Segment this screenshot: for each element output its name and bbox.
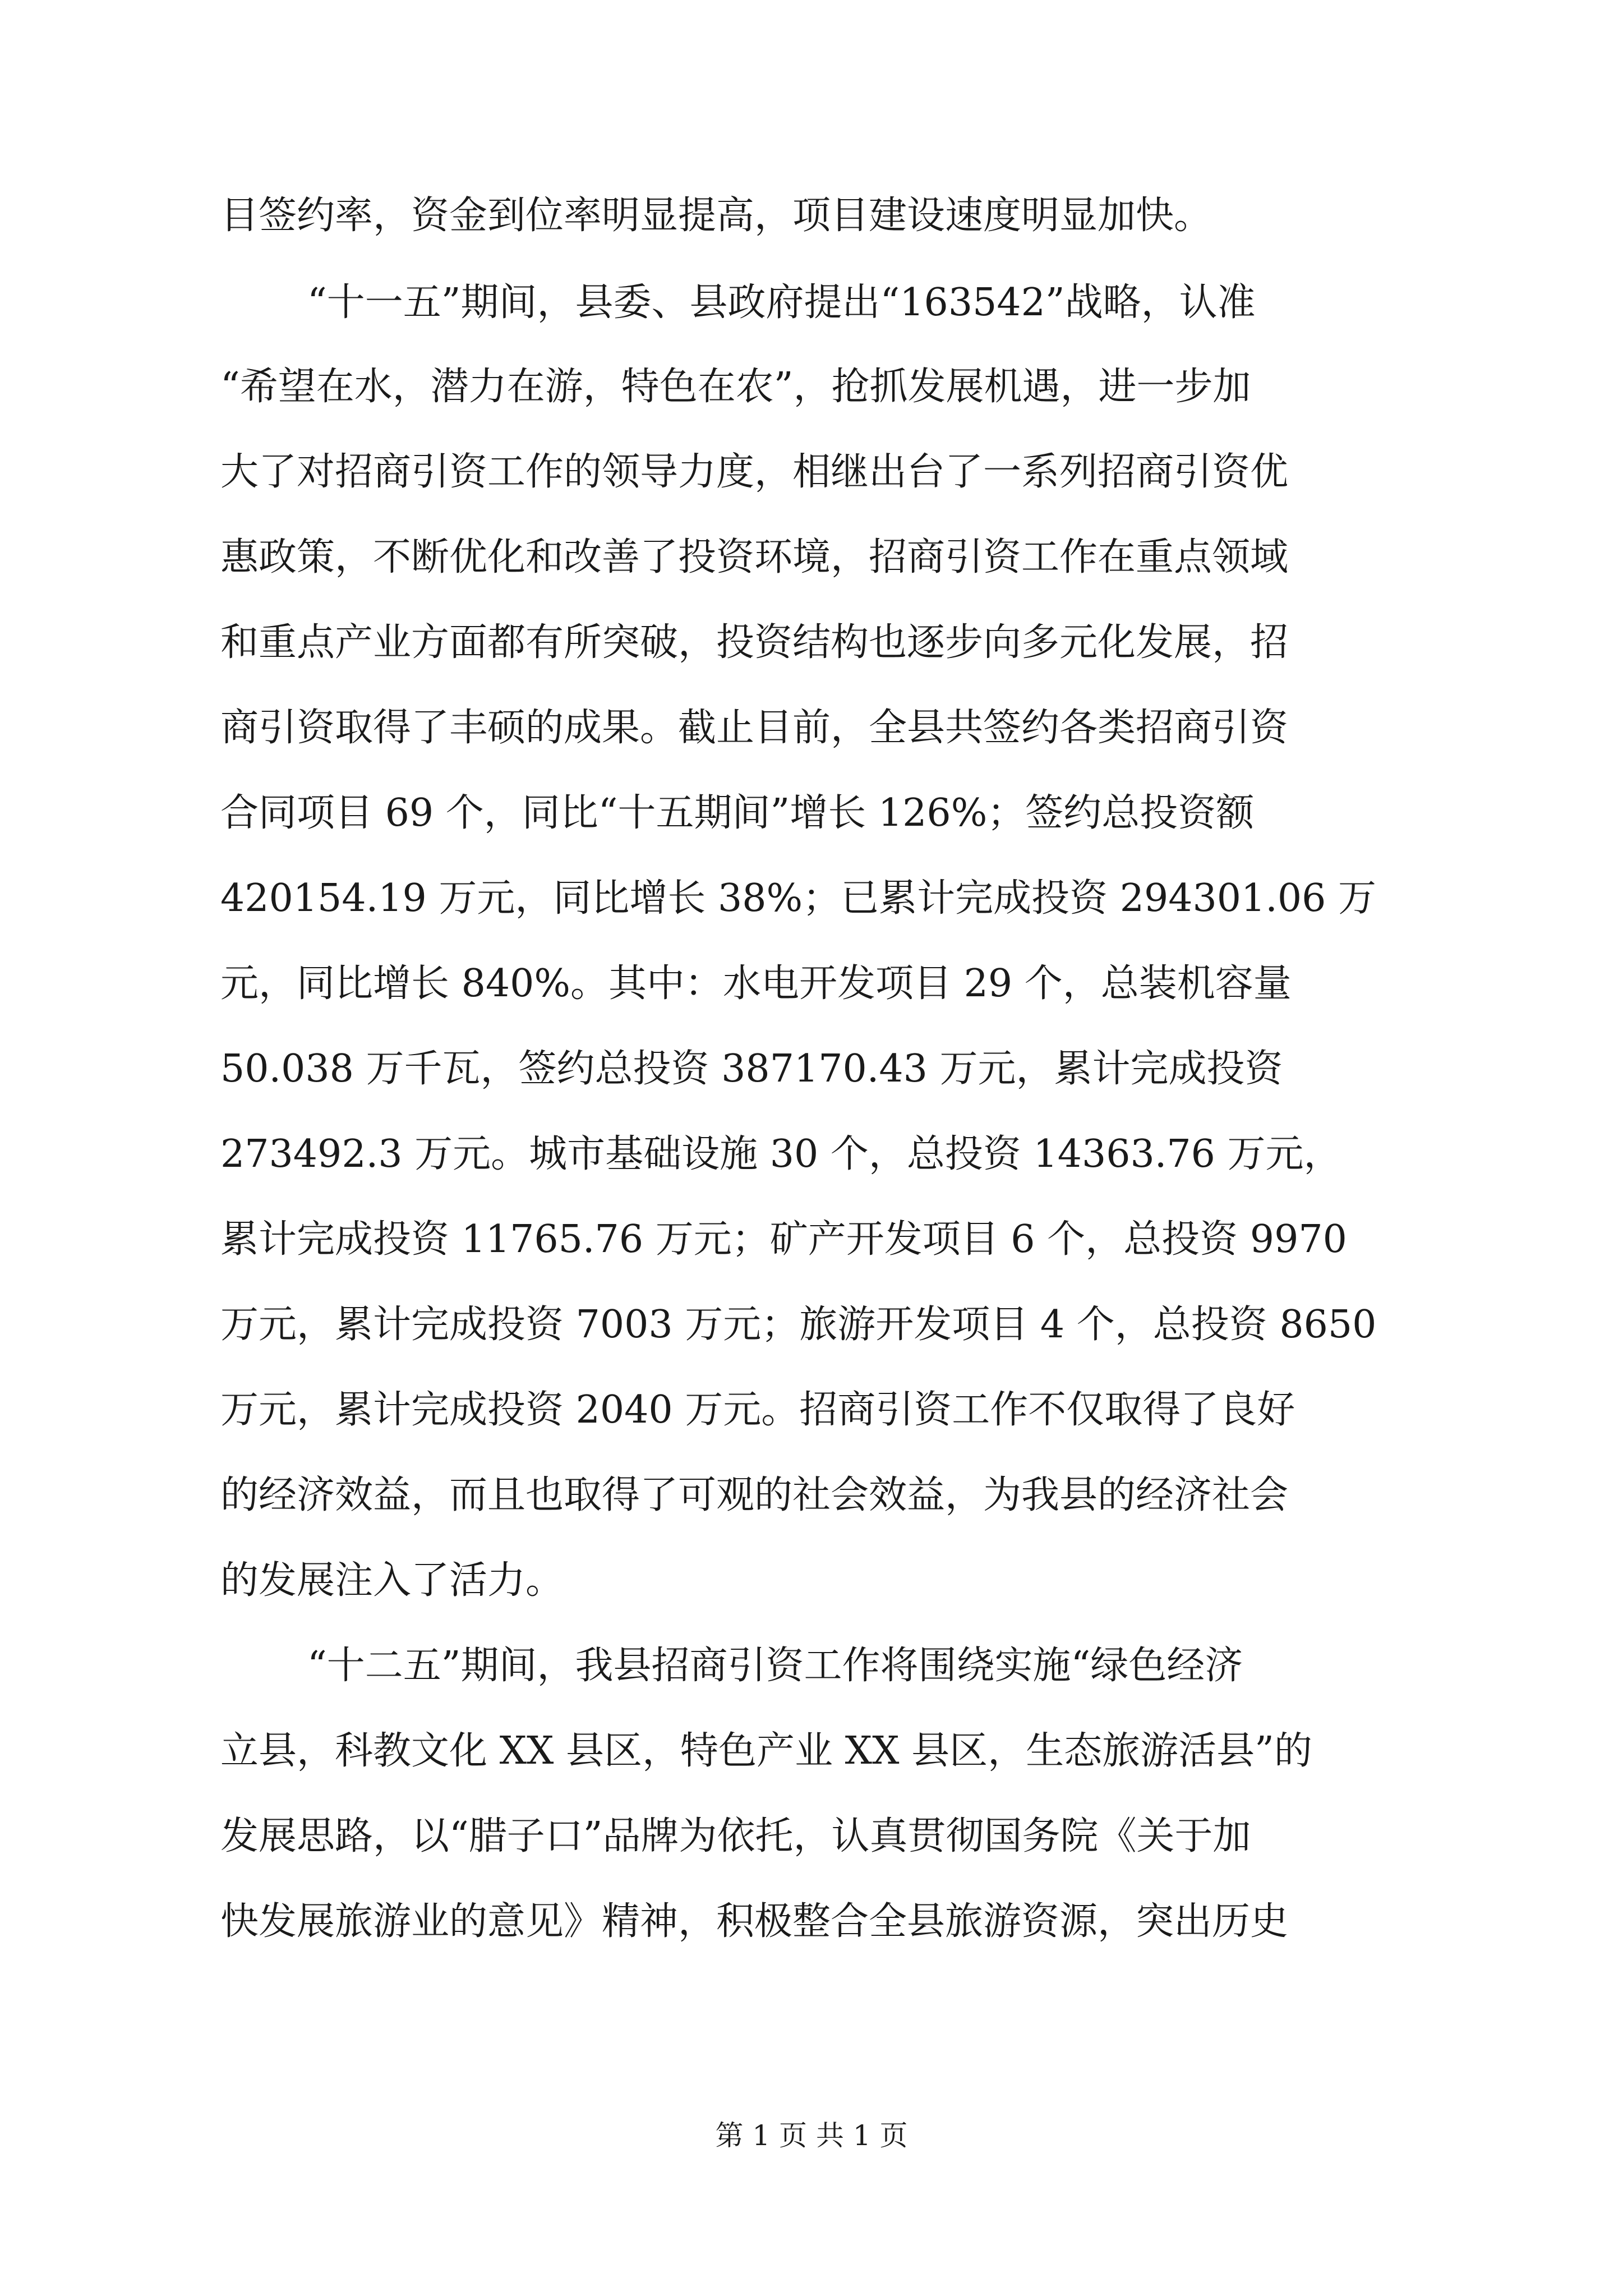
body-line: 合同项目 69 个，同比“十五期间”增长 126%；签约总投资额 [220,791,1255,835]
body-line: 大了对招商引资工作的领导力度，相继出台了一系列招商引资优 [220,450,1289,494]
body-line: 元，同比增长 840%。其中：水电开发项目 29 个，总装机容量 [220,961,1292,1006]
body-line: 273492.3 万元。城市基础设施 30 个，总投资 14363.76 万元， [220,1132,1342,1176]
body-line: 的发展注入了活力。 [220,1558,564,1603]
body-line: 的经济效益，而且也取得了可观的社会效益，为我县的经济社会 [220,1473,1289,1517]
body-line: 50.038 万千瓦，签约总投资 387170.43 万元，累计完成投资 [220,1047,1283,1091]
body-line: “希望在水，潜力在游，特色在农”，抢抓发展机遇，进一步加 [220,365,1251,409]
body-line: 快发展旅游业的意见》精神，积极整合全县旅游资源，突出历史 [220,1899,1289,1944]
body-line: 万元，累计完成投资 2040 万元。招商引资工作不仅取得了良好 [220,1388,1295,1432]
body-line: 累计完成投资 11765.76 万元；矿产开发项目 6 个，总投资 9970 [220,1217,1347,1262]
page-number: 第 1 页 共 1 页 [715,2119,908,2152]
body-line: 立县，科教文化 XX 县区，特色产业 XX 县区，生态旅游活县”的 [220,1729,1312,1773]
body-line: 目签约率，资金到位率明显提高，项目建设速度明显加快。 [220,194,1212,238]
body-line: “十一五”期间，县委、县政府提出“163542”战略，认准 [307,280,1256,325]
body-line: 和重点产业方面都有所突破，投资结构也逐步向多元化发展，招 [220,620,1289,665]
body-line: 商引资取得了丰硕的成果。截止目前，全县共签约各类招商引资 [220,706,1289,750]
body-line: 万元，累计完成投资 7003 万元；旅游开发项目 4 个，总投资 8650 [220,1303,1377,1347]
body-line: 惠政策，不断优化和改善了投资环境，招商引资工作在重点领域 [220,535,1289,579]
body-line: 420154.19 万元，同比增长 38%；已累计完成投资 294301.06 万 [220,876,1377,921]
body-line: 发展思路，以“腊子口”品牌为依托，认真贯彻国务院《关于加 [220,1814,1251,1858]
body-line: “十二五”期间，我县招商引资工作将围绕实施“绿色经济 [307,1644,1243,1688]
